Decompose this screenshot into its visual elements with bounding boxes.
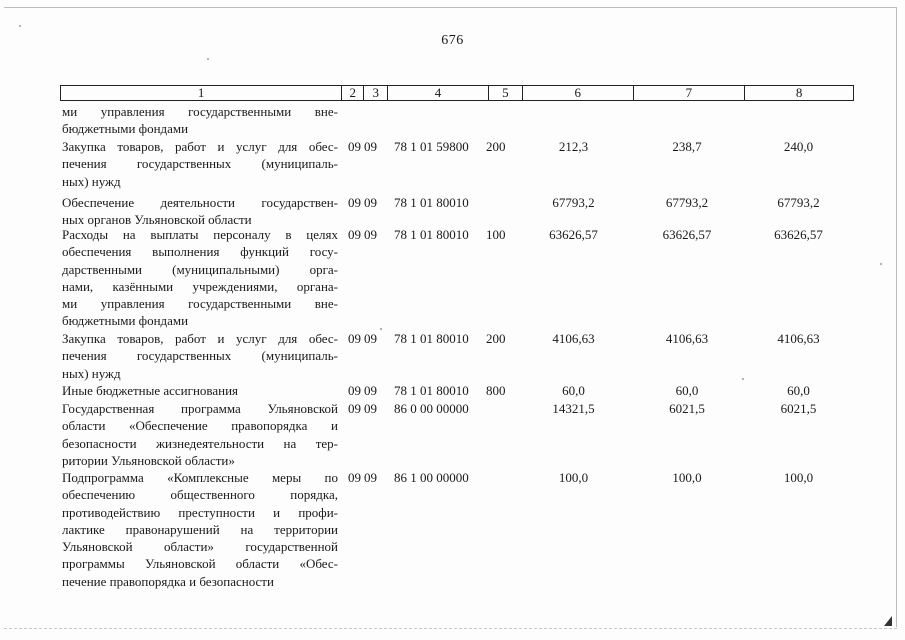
amount-year-1: 60,0 <box>562 383 585 398</box>
subsection-code: 09 <box>364 227 377 242</box>
description-line: ных) нужд <box>62 365 121 381</box>
target-article-code: 78 1 01 59800 <box>394 139 469 154</box>
description-line: ных органов Ульяновской области <box>62 212 252 228</box>
description-line: ми управления государственными вне- <box>62 296 338 312</box>
scan-speck <box>380 328 382 330</box>
description-line: Государственная программа Ульяновской <box>62 401 338 416</box>
amount-year-2: 238,7 <box>672 139 702 154</box>
target-article-code: 78 1 01 80010 <box>394 383 469 398</box>
section-code: 09 <box>348 401 361 416</box>
description-line: ми управления государственными вне- <box>62 104 338 119</box>
description-line: лактике правонарушений на территории <box>62 521 338 537</box>
page-edge-right <box>896 7 897 627</box>
amount-year-2: 67793,2 <box>665 195 709 210</box>
description-line: дарственными (муниципальными) орга- <box>62 261 338 277</box>
section-code: 09 <box>348 470 361 485</box>
amount-year-3: 4106,63 <box>777 331 820 346</box>
section-code: 09 <box>348 195 361 210</box>
amount-year-3: 6021,5 <box>780 401 817 416</box>
header-col-3: 3 <box>364 86 388 100</box>
table-row <box>62 138 854 190</box>
amount-year-1: 67793,2 <box>552 195 595 210</box>
row-description <box>62 330 338 382</box>
amount-year-3: 100,0 <box>783 470 814 485</box>
description-line: бюджетными фондами <box>62 313 189 329</box>
description-line: печения государственных (муниципаль- <box>62 348 338 364</box>
table-row <box>62 103 854 138</box>
amount-year-1: 14321,5 <box>552 401 595 416</box>
amount-year-2: 100,0 <box>672 470 702 485</box>
header-col-6: 6 <box>523 86 634 100</box>
expense-type-code <box>486 469 516 590</box>
amount-year-3: 60,0 <box>787 383 810 398</box>
description-line: программы Ульяновской области «Обес- <box>62 556 338 572</box>
description-line: Закупка товаров, работ и услуг для обес- <box>62 139 338 154</box>
table-row <box>62 226 854 330</box>
expense-type-code <box>486 400 516 469</box>
amount-year-2: 4106,63 <box>665 331 709 346</box>
table-row <box>62 330 854 382</box>
section-code: 09 <box>348 331 361 346</box>
scan-speck <box>19 25 21 27</box>
amount-year-1: 100,0 <box>558 470 589 485</box>
table-row <box>62 194 854 229</box>
expense-type-code <box>486 103 516 138</box>
amount-year-3 <box>743 103 854 138</box>
target-article-code <box>386 103 486 138</box>
row-description <box>62 138 338 190</box>
amount-year-3: 63626,57 <box>774 227 823 242</box>
amount-year-1 <box>516 103 631 138</box>
subsection-code: 09 <box>364 331 377 346</box>
scan-speck <box>207 58 209 60</box>
header-col-5: 5 <box>489 86 523 100</box>
description-line: печение правопорядка и безопасности <box>62 573 274 589</box>
amount-year-2 <box>631 103 743 138</box>
section-code: 09 <box>348 383 361 398</box>
description-line: Иные бюджетные ассигнования <box>62 383 239 398</box>
description-line: Подпрограмма «Комплексные меры по <box>62 470 338 485</box>
expense-type-code <box>486 194 516 229</box>
header-col-4: 4 <box>388 86 489 100</box>
row-description <box>62 469 338 590</box>
row-description <box>62 103 338 138</box>
description-line: безопасности жизнедеятельности на тер- <box>62 435 338 451</box>
row-description <box>62 226 338 330</box>
target-article-code: 78 1 01 80010 <box>394 227 469 242</box>
page-edge-top <box>4 7 897 8</box>
scan-speck <box>742 378 744 380</box>
amount-year-2: 60,0 <box>675 383 699 398</box>
header-col-7: 7 <box>634 86 746 100</box>
row-description <box>62 400 338 469</box>
table-row <box>62 469 854 590</box>
subsection-code: 09 <box>364 383 377 398</box>
subsection-code: 09 <box>364 139 377 154</box>
description-line: Закупка товаров, работ и услуг для обес- <box>62 331 338 346</box>
row-description <box>62 382 338 399</box>
target-article-code: 78 1 01 80010 <box>394 195 469 210</box>
description-line: Обеспечение деятельности государствен- <box>62 195 338 210</box>
description-line: ных) нужд <box>62 173 121 189</box>
subsection-code <box>362 103 386 138</box>
description-line: области «Обеспечение правопорядка и <box>62 418 338 434</box>
header-col-1: 1 <box>61 86 342 100</box>
amount-year-1: 4106,63 <box>552 331 595 346</box>
subsection-code: 09 <box>364 401 377 416</box>
section-code: 09 <box>348 139 361 154</box>
expense-type-code: 200 <box>486 331 506 346</box>
amount-year-3: 67793,2 <box>777 195 820 210</box>
subsection-code: 09 <box>364 470 377 485</box>
amount-year-1: 63626,57 <box>549 227 598 242</box>
table-header <box>60 85 854 101</box>
description-line: противодействию преступности и профи- <box>62 504 338 520</box>
subsection-code: 09 <box>364 195 377 210</box>
target-article-code: 86 1 00 00000 <box>394 470 469 485</box>
corner-arrow-icon <box>884 616 892 626</box>
description-line: бюджетными фондами <box>62 121 189 137</box>
amount-year-2: 63626,57 <box>662 227 712 242</box>
description-line: Расходы на выплаты персоналу в целях <box>62 227 338 242</box>
expense-type-code: 800 <box>486 383 506 398</box>
section-code <box>338 103 362 138</box>
section-code: 09 <box>348 227 361 242</box>
header-col-2: 2 <box>342 86 364 100</box>
table-row <box>62 382 854 399</box>
amount-year-3: 240,0 <box>783 139 814 154</box>
page-edge-bottom <box>4 628 897 629</box>
target-article-code: 86 0 00 00000 <box>394 401 469 416</box>
page-number: 676 <box>441 33 464 48</box>
amount-year-2: 6021,5 <box>669 401 705 416</box>
target-article-code: 78 1 01 80010 <box>394 331 469 346</box>
description-line: печения государственных (муниципаль- <box>62 156 338 172</box>
header-col-8: 8 <box>795 85 803 100</box>
description-line: обеспечению общественного порядка, <box>62 487 338 503</box>
description-line: нами, казёнными учреждениями, органа- <box>62 278 338 294</box>
row-description <box>62 194 338 229</box>
description-line: обеспечения выполнения функций госу- <box>62 244 338 260</box>
expense-type-code: 100 <box>486 227 506 242</box>
amount-year-1: 212,3 <box>558 139 589 154</box>
scan-speck <box>880 263 882 265</box>
description-line: ритории Ульяновской области» <box>62 452 235 468</box>
table-row <box>62 400 854 469</box>
expense-type-code: 200 <box>486 139 506 154</box>
description-line: Ульяновской области» государственной <box>62 539 338 555</box>
